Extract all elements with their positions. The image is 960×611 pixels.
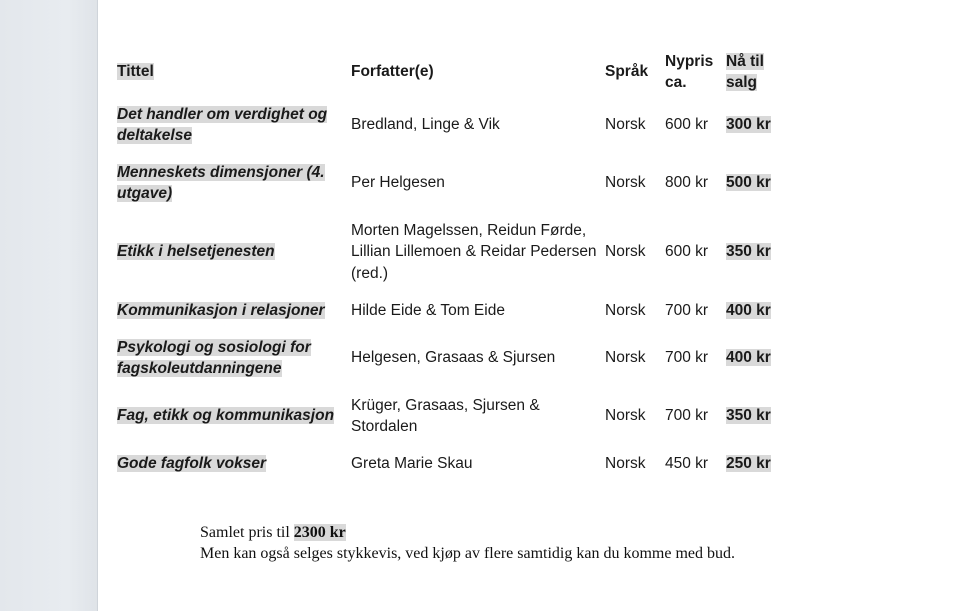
- header-author: Forfatter(e): [351, 63, 434, 81]
- header-title: Tittel: [117, 63, 154, 81]
- book-sale-price: 350 kr: [726, 243, 771, 261]
- book-author: Morten Magelssen, Reidun Førde, Lillian Lillemoen & Reidar Pedersen (red.): [351, 221, 597, 282]
- table-row: [114, 329, 786, 387]
- book-sale-price: 500 kr: [726, 174, 771, 192]
- book-author: Per Helgesen: [351, 174, 445, 192]
- book-new-price: 700 kr: [665, 301, 709, 319]
- document-left-margin: [0, 0, 98, 611]
- book-sale-price: 400 kr: [726, 301, 771, 319]
- book-new-price: 600 kr: [665, 116, 709, 134]
- book-new-price: 700 kr: [665, 407, 709, 425]
- book-language: Norsk: [605, 454, 646, 472]
- book-new-price: 600 kr: [665, 243, 709, 261]
- book-language: Norsk: [605, 349, 646, 367]
- total-value: 2300 kr: [293, 524, 346, 541]
- price-summary: [200, 522, 735, 564]
- book-author: Greta Marie Skau: [351, 454, 473, 472]
- book-author: Krüger, Grasaas, Sjursen & Stordalen: [351, 396, 540, 435]
- book-title: Etikk i helsetjenesten: [117, 243, 275, 261]
- book-sale-price: 300 kr: [726, 116, 771, 134]
- book-title: Fag, etikk og kommunikasjon: [117, 407, 335, 425]
- book-sale-price: 350 kr: [726, 407, 771, 425]
- book-language: Norsk: [605, 243, 646, 261]
- book-language: Norsk: [605, 116, 646, 134]
- book-language: Norsk: [605, 174, 646, 192]
- table-row: [114, 445, 786, 482]
- book-author: Bredland, Linge & Vik: [351, 116, 500, 134]
- book-sale-price: 250 kr: [726, 454, 771, 472]
- header-language: Språk: [605, 63, 649, 81]
- table-row: [114, 96, 786, 154]
- header-new-price: Nypris ca.: [665, 52, 714, 91]
- book-sale-price: 400 kr: [726, 349, 771, 367]
- book-language: Norsk: [605, 301, 646, 319]
- total-line: [200, 522, 735, 543]
- book-language: Norsk: [605, 407, 646, 425]
- header-sale-price: Nå til salg: [726, 52, 764, 91]
- table-header-row: [114, 48, 786, 96]
- book-new-price: 450 kr: [665, 454, 709, 472]
- total-label: Samlet pris til: [200, 524, 290, 541]
- book-author: Hilde Eide & Tom Eide: [351, 301, 505, 319]
- book-author: Helgesen, Grasaas & Sjursen: [351, 349, 556, 367]
- table-row: [114, 292, 786, 329]
- book-title: Menneskets dimensjoner (4. utgave): [117, 163, 325, 202]
- table-row: [114, 387, 786, 445]
- book-new-price: 700 kr: [665, 349, 709, 367]
- book-new-price: 800 kr: [665, 174, 709, 192]
- sale-note: Men kan også selges stykkevis, ved kjøp av flere samtidig kan du komme med bud.: [200, 545, 736, 562]
- books-table: [114, 48, 786, 482]
- book-title: Gode fagfolk vokser: [117, 454, 267, 472]
- book-title: Kommunikasjon i relasjoner: [117, 301, 325, 319]
- table-row: [114, 212, 786, 292]
- table-row: [114, 154, 786, 212]
- book-title: Det handler om verdighet og deltakelse: [117, 105, 328, 144]
- book-title: Psykologi og sosiologi for fagskoleutdanningene: [117, 338, 311, 377]
